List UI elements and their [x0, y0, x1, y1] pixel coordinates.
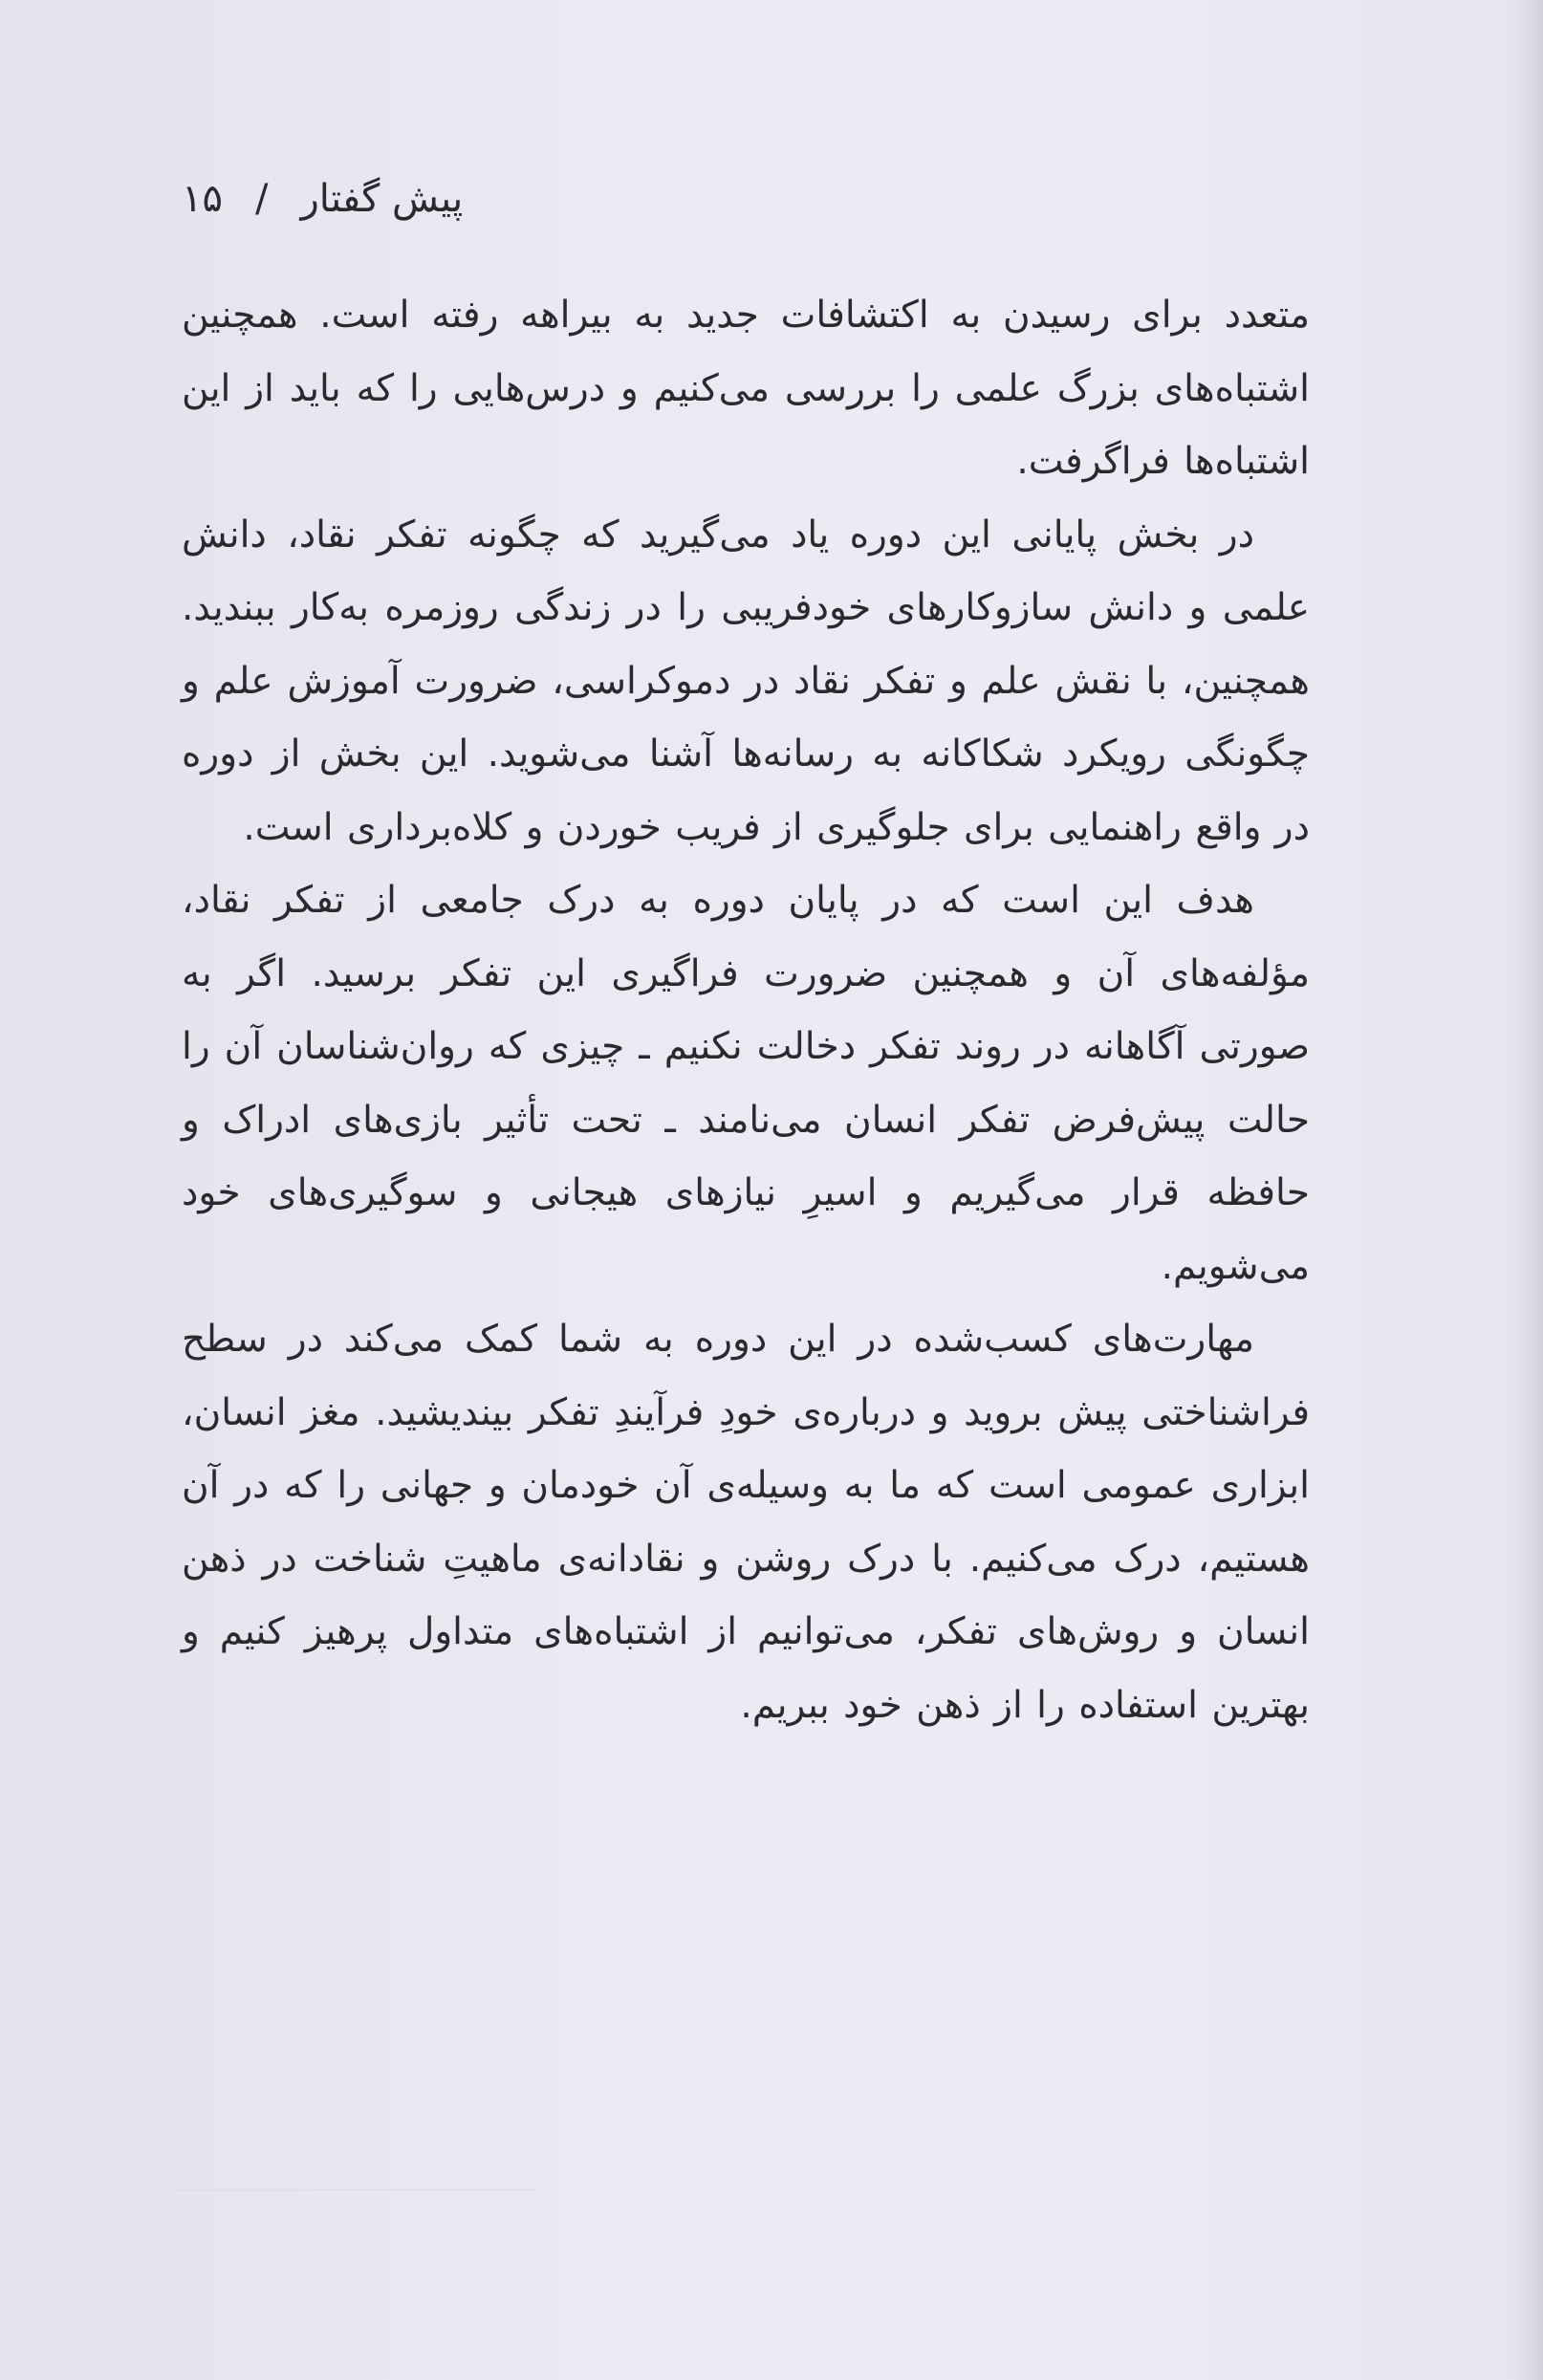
page-number: ۱۵ — [182, 177, 223, 221]
paragraph-4: مهارت‌های کسب‌شده در این دوره به شما کمک می‌کند در سطح فراشناختی پیش بروید و درباره‌ی خودِ فرآیندِ تفکر بیندیشید. مغز انسان، ابزاری عمومی است که ما به وسیله‌ی آن خودمان و جهانی را که در آن هستیم، درک می‌کنیم. با درک روشن و نقادانه‌ی ماهیتِ شناخت در ذهن انسان و روش‌های تفکر، می‌توانیم از اشتباه‌های متداول پرهیز کنیم و بهترین استفاده را از ذهن خود ببریم. — [182, 1318, 1310, 1727]
running-title: پیش گفتار — [300, 177, 464, 221]
paragraph-2: در بخش پایانی این دوره یاد می‌گیرید که چگونه تفکر نقاد، دانش علمی و دانش سازوکارهای خودفریبی را در زندگی روزمره به‌کار ببندید. همچنین، با نقش علم و تفکر نقاد در دموکراسی، ضرورت آموزش علم و چگونگی رویکرد شکاکانه به رسانه‌ها آشنا می‌شوید. این بخش از دوره در واقع راهنمایی برای جلوگیری از فریب خوردن و کلاه‌برداری است. — [182, 513, 1310, 849]
paragraph-3: هدف این است که در پایان دوره به درک جامعی از تفکر نقاد، مؤلفه‌های آن و همچنین ضرورت فراگیری این تفکر برسید. اگر به صورتی آگاهانه در روند تفکر دخالت نکنیم ـ چیزی که روان‌شناسان آن را حالت پیش‌فرض تفکر انسان می‌نامند ـ تحت تأثیر بازی‌های ادراک و حافظه قرار می‌گیریم و اسیرِ نیازهای هیجانی و سوگیری‌های خود می‌شویم. — [182, 879, 1310, 1288]
paragraph-1: متعدد برای رسیدن به اکتشافات جدید به بیراهه رفته است. همچنین اشتباه‌های بزرگ علمی را بررسی می‌کنیم و درس‌هایی را که باید از این اشتباه‌ها فراگرفت. — [182, 294, 1310, 483]
bleed-through-footnote-rule — [172, 2190, 535, 2191]
page-edge-shadow — [1514, 0, 1543, 2380]
body-text — [182, 279, 1310, 1742]
page-header — [182, 170, 1310, 228]
header-separator: / — [254, 177, 269, 221]
